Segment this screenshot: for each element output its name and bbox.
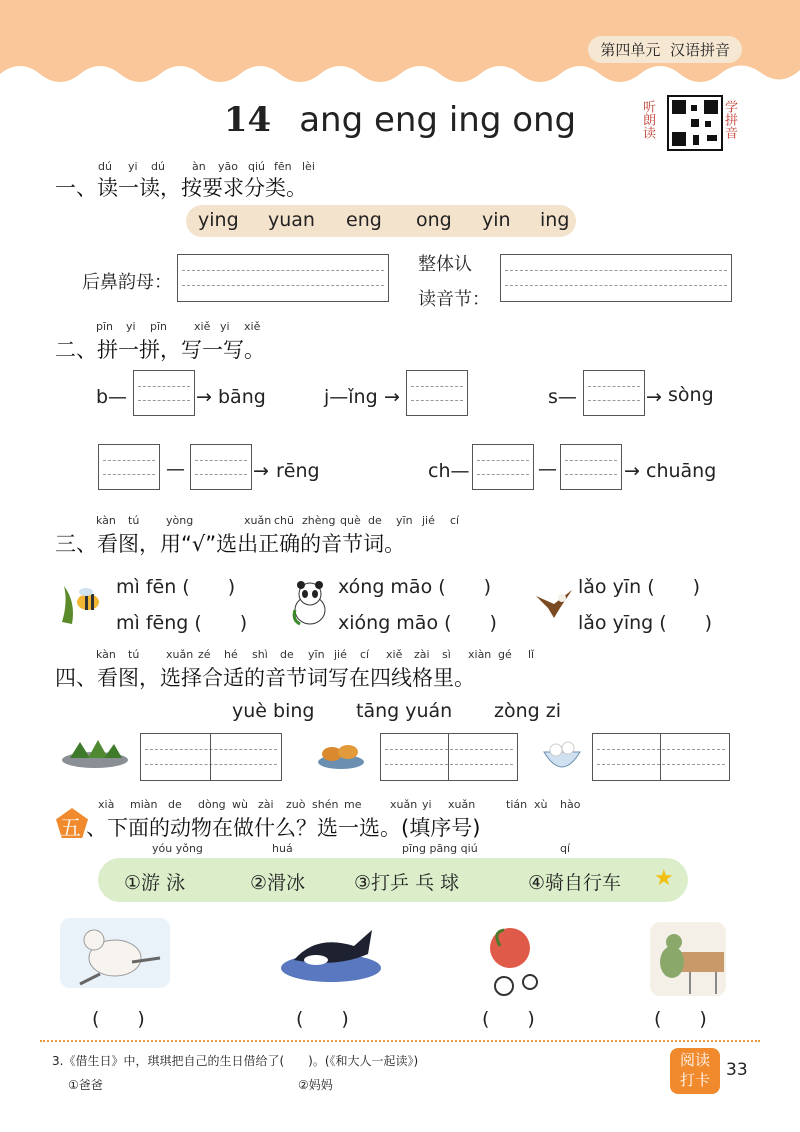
- pinyin-annotation: hé: [224, 648, 238, 661]
- pinyin-annotation: cí: [450, 514, 460, 527]
- pinyin-annotation: xiě: [386, 648, 403, 661]
- grid-divider: [210, 733, 211, 781]
- dash: —: [538, 458, 557, 480]
- option-laoying[interactable]: lǎo yīng ( ): [578, 612, 713, 634]
- option-xongmao[interactable]: xóng māo ( ): [338, 576, 492, 598]
- unit-label: 第四单元: [600, 41, 661, 59]
- pinyin-annotation: lǐ: [528, 648, 535, 661]
- unit-tag: [588, 36, 742, 63]
- pinyin-annotation: xiě: [244, 320, 261, 333]
- choice-bike: ④骑自行车: [528, 872, 622, 894]
- pinyin-annotation: shì: [252, 648, 268, 661]
- answer-blank[interactable]: ( ): [92, 1008, 145, 1030]
- pinyin-annotation: pīn: [150, 320, 168, 333]
- qr-left-label: 听朗读: [640, 100, 655, 139]
- pinyin-annotation: yòng: [166, 514, 194, 527]
- pinyin-annotation: fēn: [274, 160, 292, 173]
- result-song: sòng: [668, 384, 714, 406]
- pinyin-annotation: yi: [128, 160, 138, 173]
- pinyin-annotation: shén: [312, 798, 339, 811]
- pinyin-annotation: què: [340, 514, 361, 527]
- star-icon: ★: [654, 866, 674, 891]
- pinyin-annotation: xuǎn: [390, 798, 418, 811]
- sec1-heading: 一、读一读，按要求分类。: [55, 176, 307, 200]
- pinyin-annotation: hào: [560, 798, 581, 811]
- skating-animal-image: [60, 918, 170, 988]
- sec2-heading: 二、拼一拼，写一写。: [55, 338, 265, 362]
- grid-divider: [448, 733, 449, 781]
- lesson-title-text: ang eng ing ong: [299, 100, 577, 140]
- option-mifeng[interactable]: mì fēng ( ): [116, 612, 248, 634]
- blank-box[interactable]: [472, 444, 534, 490]
- pinyin-annotation: dòng: [198, 798, 226, 811]
- result-chuang: chuāng: [646, 460, 717, 482]
- pinyin-annotation: jié: [334, 648, 347, 661]
- arrow-icon: →: [646, 386, 662, 408]
- choice-skate: ②滑冰: [250, 872, 306, 894]
- pinyin-annotation: miàn: [130, 798, 158, 811]
- reading-checkin-badge[interactable]: [670, 1048, 720, 1094]
- badge-line-2: 打卡: [679, 1071, 710, 1089]
- pinyin-annotation: zhèng: [302, 514, 336, 527]
- pinyin-annotation: xià: [98, 798, 115, 811]
- swimming-whale-image: [276, 920, 386, 986]
- qr-code-icon: [669, 97, 721, 149]
- pinyin-annotation: pīn: [96, 320, 114, 333]
- option-laoyin[interactable]: lǎo yīn ( ): [578, 576, 701, 598]
- blank-box[interactable]: [190, 444, 252, 490]
- pinyin-annotation: yi: [126, 320, 136, 333]
- choice-swim: ①游 泳: [124, 872, 186, 894]
- syllable: eng: [346, 209, 382, 231]
- blank-box[interactable]: [560, 444, 622, 490]
- option-xiongmao[interactable]: xióng māo ( ): [338, 612, 497, 634]
- pinyin-annotation: tián: [506, 798, 528, 811]
- pinyin-annotation: xiě: [194, 320, 211, 333]
- pinyin-annotation: xuǎn: [448, 798, 476, 811]
- answer-blank[interactable]: ( ): [482, 1008, 535, 1030]
- pinyin-annotation: sì: [442, 648, 451, 661]
- eagle-icon: [534, 584, 574, 620]
- reading-option-1[interactable]: ①爸爸: [68, 1078, 103, 1092]
- result-reng: rēng: [276, 460, 320, 482]
- answer-blank[interactable]: ( ): [654, 1008, 707, 1030]
- syllable: ing: [540, 209, 570, 231]
- pinyin-annotation: de: [168, 798, 182, 811]
- pinyin-annotation: lèi: [302, 160, 315, 173]
- label-back-nasal: 后鼻韵母：: [82, 272, 172, 293]
- bee-icon: [58, 582, 106, 626]
- initial-ch: ch—: [428, 460, 470, 482]
- pinyin-annotation: pīng pāng qiú: [402, 842, 478, 855]
- pingpong-animal-image: [650, 922, 726, 996]
- pinyin-annotation: xuǎn: [244, 514, 272, 527]
- pinyin-annotation: dú: [151, 160, 165, 173]
- pinyin-annotation: yīn: [308, 648, 325, 661]
- word-tangyuan: tāng yuán: [356, 700, 453, 722]
- pinyin-annotation: zài: [414, 648, 430, 661]
- blank-box[interactable]: [98, 444, 160, 490]
- pinyin-annotation: tú: [128, 514, 140, 527]
- pinyin-annotation: yi: [220, 320, 230, 333]
- syllable: yin: [482, 209, 511, 231]
- pinyin-annotation: gé: [498, 648, 512, 661]
- answer-box-back-nasal[interactable]: [177, 254, 389, 302]
- pinyin-annotation: huá: [272, 842, 293, 855]
- pinyin-annotation: wù: [232, 798, 248, 811]
- pinyin-annotation: zé: [198, 648, 211, 661]
- blank-box[interactable]: [583, 370, 645, 416]
- footer-divider: [40, 1040, 760, 1042]
- reading-question: 3.《借生日》中，琪琪把自己的生日借给了( )。(《和大人一起读》): [52, 1054, 419, 1068]
- sec3-heading: 三、看图，用“√”选出正确的音节词。: [55, 532, 406, 556]
- pinyin-annotation: xiàn: [468, 648, 492, 661]
- answer-blank[interactable]: ( ): [296, 1008, 349, 1030]
- sec5-number: 五: [60, 816, 81, 840]
- page-number: 33: [726, 1060, 748, 1080]
- result-bang: bāng: [218, 386, 266, 408]
- sec4-heading: 四、看图，选择合适的音节词写在四线格里。: [55, 666, 475, 690]
- pinyin-annotation: cí: [360, 648, 370, 661]
- qr-code[interactable]: [667, 95, 723, 151]
- qr-right-label: 学拼音: [722, 100, 737, 139]
- panda-icon: [290, 580, 330, 626]
- pinyin-annotation: chū: [274, 514, 294, 527]
- syllable: yuan: [268, 209, 315, 231]
- write-grid[interactable]: [380, 733, 518, 781]
- mooncake-icon: [316, 738, 366, 770]
- word-zongzi: zòng zi: [494, 700, 561, 722]
- pinyin-annotation: tú: [128, 648, 140, 661]
- pinyin-annotation: zuò: [286, 798, 306, 811]
- lesson-number: 14: [223, 100, 272, 140]
- write-grid[interactable]: [140, 733, 282, 781]
- dash: —: [166, 458, 185, 480]
- label-whole-2: 读音节：: [418, 289, 490, 310]
- pinyin-annotation: me: [344, 798, 362, 811]
- reading-option-2[interactable]: ②妈妈: [298, 1078, 333, 1092]
- label-whole-1: 整体认: [418, 254, 472, 275]
- blank-box[interactable]: [133, 370, 195, 416]
- pinyin-annotation: qiú: [248, 160, 266, 173]
- pinyin-annotation: qí: [560, 842, 571, 855]
- pinyin-annotation: de: [280, 648, 294, 661]
- initial-s: s—: [548, 386, 577, 408]
- pinyin-annotation: de: [368, 514, 382, 527]
- initial-b: b—: [96, 386, 128, 408]
- arrow-icon: →: [624, 460, 640, 482]
- pinyin-annotation: kàn: [96, 648, 116, 661]
- pinyin-annotation: dú: [98, 160, 112, 173]
- pinyin-annotation: yi: [422, 798, 432, 811]
- answer-box-whole[interactable]: [500, 254, 732, 302]
- arrow-icon: →: [384, 386, 400, 408]
- cycling-animal-image: [470, 920, 550, 998]
- grid-divider: [660, 733, 661, 781]
- badge-line-1: 阅读: [679, 1051, 710, 1069]
- pinyin-annotation: yīn: [396, 514, 413, 527]
- pinyin-annotation: yāo: [218, 160, 238, 173]
- arrow-icon: →: [196, 386, 212, 408]
- syllable-strip: [186, 205, 576, 237]
- pinyin-annotation: xù: [534, 798, 548, 811]
- blank-box[interactable]: [406, 370, 468, 416]
- tangyuan-icon: [540, 736, 584, 776]
- pinyin-annotation: zài: [258, 798, 274, 811]
- sec5-heading: 、下面的动物在做什么？选一选。(填序号): [86, 816, 481, 840]
- pinyin-annotation: yóu yǒng: [152, 842, 203, 855]
- choices-strip: [98, 842, 688, 902]
- subject-label: 汉语拼音: [669, 41, 730, 59]
- word-yuebing: yuè bing: [232, 700, 315, 722]
- write-grid[interactable]: [592, 733, 730, 781]
- syllable: ong: [416, 209, 452, 231]
- initial-j: j—ǐng: [324, 386, 378, 408]
- choice-pingpong: ③打乒 乓 球: [354, 872, 460, 894]
- pinyin-annotation: jié: [422, 514, 435, 527]
- pinyin-annotation: kàn: [96, 514, 116, 527]
- pinyin-annotation: xuǎn: [166, 648, 194, 661]
- syllable: ying: [198, 209, 239, 231]
- pinyin-annotation: àn: [192, 160, 206, 173]
- zongzi-icon: [60, 734, 130, 770]
- option-mifen[interactable]: mì fēn ( ): [116, 576, 236, 598]
- arrow-icon: →: [253, 460, 269, 482]
